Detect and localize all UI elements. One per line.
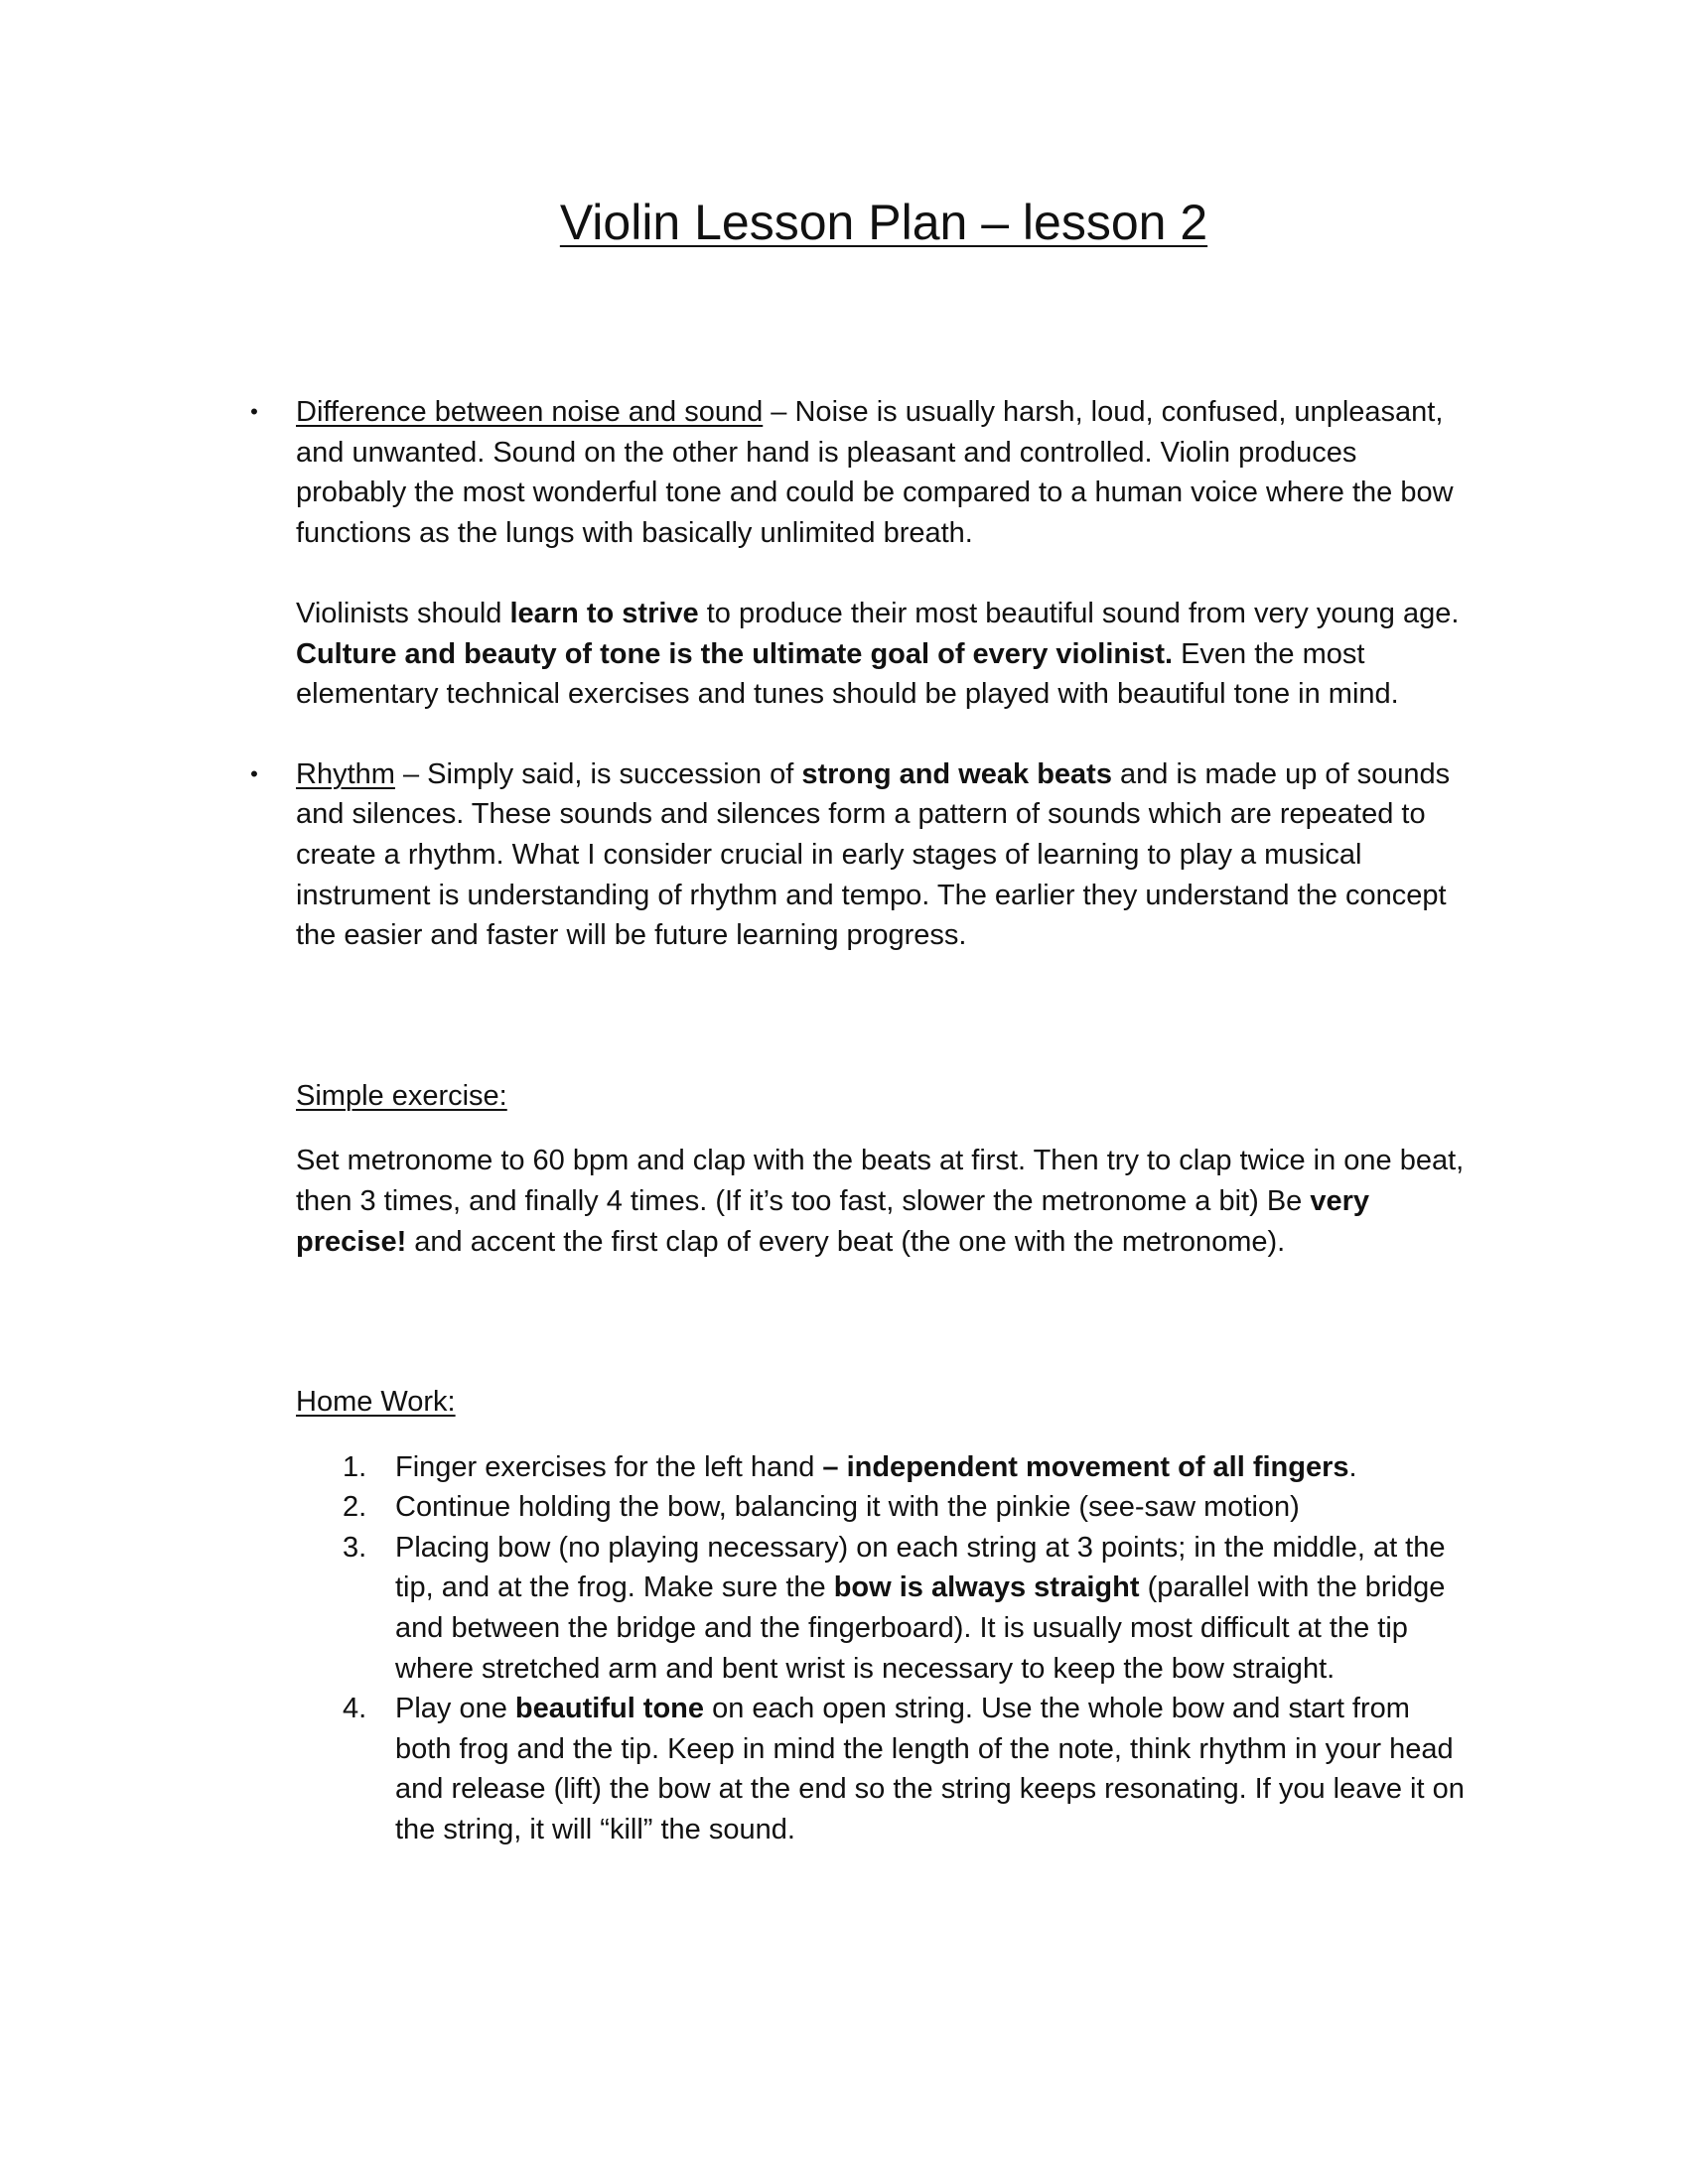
violinists-text-a: Violinists should [296, 597, 510, 629]
bullet-rhythm [250, 754, 1473, 956]
violinists-text-b: to produce their most beautiful sound from very young age. [698, 597, 1460, 629]
item-bold: – independent movement of all fingers [822, 1450, 1349, 1483]
homework-item [296, 1447, 1473, 1488]
bullet-icon: • [250, 399, 258, 424]
rhythm-bold: strong and weak beats [801, 757, 1112, 790]
item-number: 2. [343, 1491, 367, 1524]
item-text-end: on each open string. Use the whole bow and start from both frog and the tip. Keep in mind the length of the note, think rhythm in your head and release (lift) the bow at the end so the string keeps resonating. If you leave it on the string, it will “kill” the sound. [395, 1693, 1465, 1846]
item-number: 1. [343, 1450, 367, 1483]
noise-sound-paragraph [296, 392, 1473, 553]
violinists-bold-b: Culture and beauty of tone is the ultimate goal of every violinist. [296, 637, 1174, 670]
violinists-text-c: Even the most elementary technical exercises and tunes should be played with beautiful tone in mind. [296, 637, 1399, 711]
item-text-end: (parallel with the bridge and between the bridge and the fingerboard). It is usually most difficult at the tip where stretched arm and bent wrist is necessary to keep the bow straight. [395, 1571, 1446, 1685]
homework-item [296, 1689, 1473, 1849]
homework-item [296, 1487, 1473, 1528]
violinists-bold-a: learn to strive [509, 597, 699, 629]
exercise-text-a: Set metronome to 60 bpm and clap with the beats at first. Then try to clap twice in one beat, then 3 times, and finally 4 times. (If it’s too fast, slower the metronome a bit) Be [296, 1145, 1465, 1217]
rhythm-heading: Rhythm [296, 757, 395, 790]
homework-item [296, 1528, 1473, 1689]
exercise-paragraph [296, 1141, 1473, 1262]
homework-heading: Home Work: [296, 1386, 456, 1419]
document-body [250, 392, 1473, 1850]
exercise-heading: Simple exercise: [296, 1079, 507, 1112]
item-bold: beautiful tone [514, 1693, 705, 1725]
rhythm-paragraph [296, 754, 1473, 956]
bullet-icon: • [250, 760, 258, 786]
item-text: Finger exercises for the left hand [395, 1450, 823, 1483]
item-text: Continue holding the bow, balancing it with the pinkie (see-saw motion) [395, 1491, 1300, 1524]
rhythm-text-b: and is made up of sounds and silences. These sounds and silences form a pattern of sounds which are repeated to create a rhythm. What I consider crucial in early stages of learning to play a musical instrument is understanding of rhythm and tempo. The earlier they understand the concept the easier and faster will be future learning progress. [296, 757, 1451, 952]
item-bold: bow is always straight [833, 1571, 1140, 1604]
homework-list [296, 1447, 1473, 1850]
noise-sound-text: – Noise is usually harsh, loud, confused, unpleasant, and unwanted. Sound on the other hand is pleasant and controlled. Violin produces probably the most wonderful tone and could be compared to a human voice where the bow functions as the lungs with basically unlimited breath. [296, 396, 1454, 549]
rhythm-text-a: – Simply said, is succession of [394, 757, 802, 790]
noise-sound-heading: Difference between noise and sound [296, 396, 764, 428]
page-title: Violin Lesson Plan – lesson 2 [559, 195, 1208, 250]
exercise-bold: very precise! [296, 1184, 1370, 1258]
bullet-noise-vs-sound [250, 392, 1473, 715]
item-text-end: . [1348, 1450, 1357, 1483]
item-text: Play one [395, 1693, 515, 1725]
item-text: Placing bow (no playing necessary) on each string at 3 points; in the middle, at the tip, and at the frog. Make sure the [395, 1531, 1446, 1604]
violinists-paragraph [296, 594, 1473, 715]
item-number: 4. [343, 1693, 367, 1725]
item-number: 3. [343, 1531, 367, 1564]
exercise-text-b: and accent the first clap of every beat (the one with the metronome). [406, 1225, 1286, 1258]
